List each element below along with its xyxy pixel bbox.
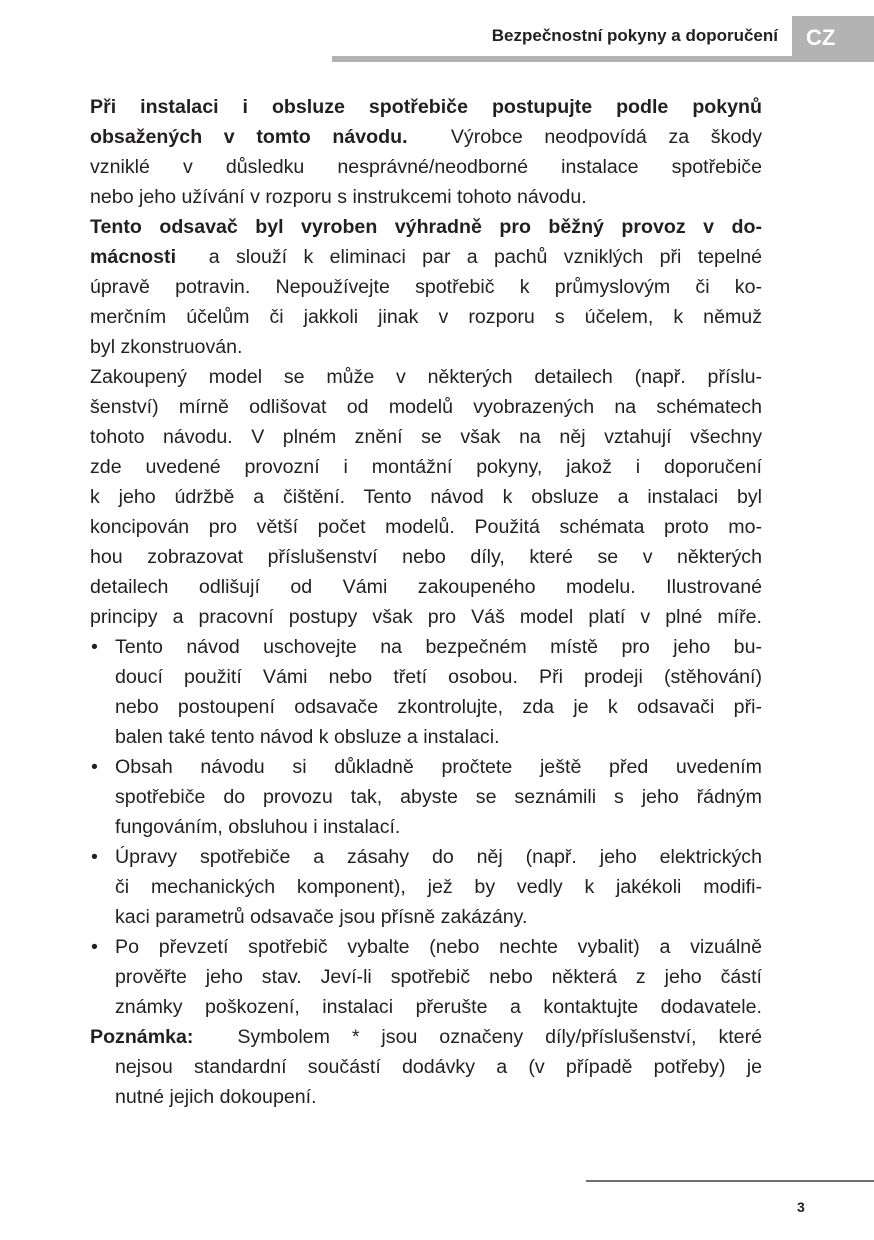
text-line	[90, 1022, 762, 1052]
bold-text: Poznámka:	[90, 1026, 194, 1048]
bold-text: obsažených v tomto návodu.	[90, 126, 408, 148]
footer-rule	[586, 1180, 874, 1182]
text-line	[115, 722, 762, 752]
text-line	[115, 812, 762, 842]
text-line	[90, 332, 762, 362]
line-text: či mechanických komponent), jež by vedly k jakékoli modifi-	[115, 876, 762, 898]
line-text: spotřebiče do provozu tak, abyste se seznámili s jeho řádným	[115, 786, 762, 808]
line-text: kaci parametrů odsavače jsou přísně zakázány.	[115, 906, 528, 928]
text-line	[115, 782, 762, 812]
line-text: byl zkonstruován.	[90, 336, 243, 358]
text-line	[90, 512, 762, 542]
line-text: úpravě potravin. Nepoužívejte spotřebič k průmyslovým či ko-	[90, 276, 762, 298]
page-number: 3	[797, 1199, 805, 1215]
language-tab: CZ	[792, 16, 874, 57]
line-text: šenství) mírně odlišovat od modelů vyobrazených na schématech	[90, 396, 762, 418]
line-text: detailech odlišují od Vámi zakoupeného modelu. Ilustrované	[90, 576, 762, 598]
bullet-icon: •	[91, 636, 98, 658]
text-line	[90, 482, 762, 512]
text-line	[90, 152, 762, 182]
line-text: koncipován pro větší počet modelů. Použitá schémata proto mo-	[90, 516, 762, 538]
bullet-item-line	[91, 842, 762, 872]
line-text: známky poškození, instalaci přerušte a kontaktujte dodavatele.	[115, 996, 762, 1018]
line-text: Úpravy spotřebiče a zásahy do něj (např. jeho elektrických	[115, 846, 762, 868]
bullet-item-line	[91, 752, 762, 782]
line-text: nebo postoupení odsavače zkontrolujte, zda je k odsavači při-	[115, 696, 762, 718]
text-line	[115, 662, 762, 692]
text-line	[90, 422, 762, 452]
line-text: prověřte jeho stav. Jeví-li spotřebič nebo některá z jeho částí	[115, 966, 762, 988]
line-text: merčním účelům či jakkoli jinak v rozporu s účelem, k němuž	[90, 306, 762, 328]
text-line	[90, 272, 762, 302]
text-line	[115, 962, 762, 992]
body-text	[90, 92, 762, 1112]
text-line	[115, 1082, 762, 1112]
text-line	[90, 302, 762, 332]
line-text: zde uvedené provozní i montážní pokyny, jakož i doporučení	[90, 456, 762, 478]
line-text: Tento návod uschovejte na bezpečném místě pro jeho bu-	[115, 636, 762, 658]
text-line	[90, 602, 762, 632]
bold-text: Při instalaci i obsluze spotřebiče postupujte podle pokynů	[90, 96, 762, 118]
text-line	[90, 452, 762, 482]
line-text: nutné jejich dokoupení.	[115, 1086, 317, 1108]
text-line	[90, 242, 762, 272]
line-text: hou zobrazovat příslušenství nebo díly, které se v některých	[90, 546, 762, 568]
text-line	[115, 872, 762, 902]
text-line	[90, 182, 762, 212]
section-title: Bezpečnostní pokyny a doporučení	[491, 26, 778, 45]
line-text: Obsah návodu si důkladně pročtete ještě před uvedením	[115, 756, 762, 778]
bold-text: Tento odsavač byl vyroben výhradně pro běžný provoz v do-	[90, 216, 762, 238]
bold-text: mácnosti	[90, 246, 177, 268]
line-text: nejsou standardní součástí dodávky a (v případě potřeby) je	[115, 1056, 762, 1078]
text-line	[115, 1052, 762, 1082]
text-line	[90, 392, 762, 422]
bullet-item-line	[91, 932, 762, 962]
text-line	[90, 572, 762, 602]
text-line	[115, 992, 762, 1022]
line-text: vzniklé v důsledku nesprávné/neodborné instalace spotřebiče	[90, 156, 762, 178]
line-text: Po převzetí spotřebič vybalte (nebo nechte vybalit) a vizuálně	[115, 936, 762, 958]
text-line	[90, 362, 762, 392]
line-text: Výrobce neodpovídá za škody	[407, 126, 762, 148]
text-line	[90, 542, 762, 572]
bullet-item-line	[91, 632, 762, 662]
line-text: Zakoupený model se může v některých detailech (např. příslu-	[90, 366, 762, 388]
text-line	[90, 122, 762, 152]
text-line	[90, 212, 762, 242]
line-text: a slouží k eliminaci par a pachů vzniklých při tepelné	[176, 246, 762, 268]
line-text: doucí použití Vámi nebo třetí osobou. Při prodeji (stěhování)	[115, 666, 762, 688]
line-text: fungováním, obsluhou i instalací.	[115, 816, 401, 838]
bullet-icon: •	[91, 846, 98, 868]
line-text: balen také tento návod k obsluze a instalaci.	[115, 726, 500, 748]
text-line	[115, 902, 762, 932]
line-text: Symbolem * jsou označeny díly/příslušenství, které	[193, 1026, 762, 1048]
line-text: nebo jeho užívání v rozporu s instrukcemi tohoto návodu.	[90, 186, 587, 208]
line-text: principy a pracovní postupy však pro Váš model platí v plné míře.	[90, 606, 762, 628]
line-text: k jeho údržbě a čištění. Tento návod k obsluze a instalaci byl	[90, 486, 762, 508]
bullet-icon: •	[91, 936, 98, 958]
line-text: tohoto návodu. V plném znění se však na něj vztahují všechny	[90, 426, 762, 448]
text-line	[90, 92, 762, 122]
bullet-icon: •	[91, 756, 98, 778]
text-line	[115, 692, 762, 722]
header-rule	[332, 56, 874, 62]
